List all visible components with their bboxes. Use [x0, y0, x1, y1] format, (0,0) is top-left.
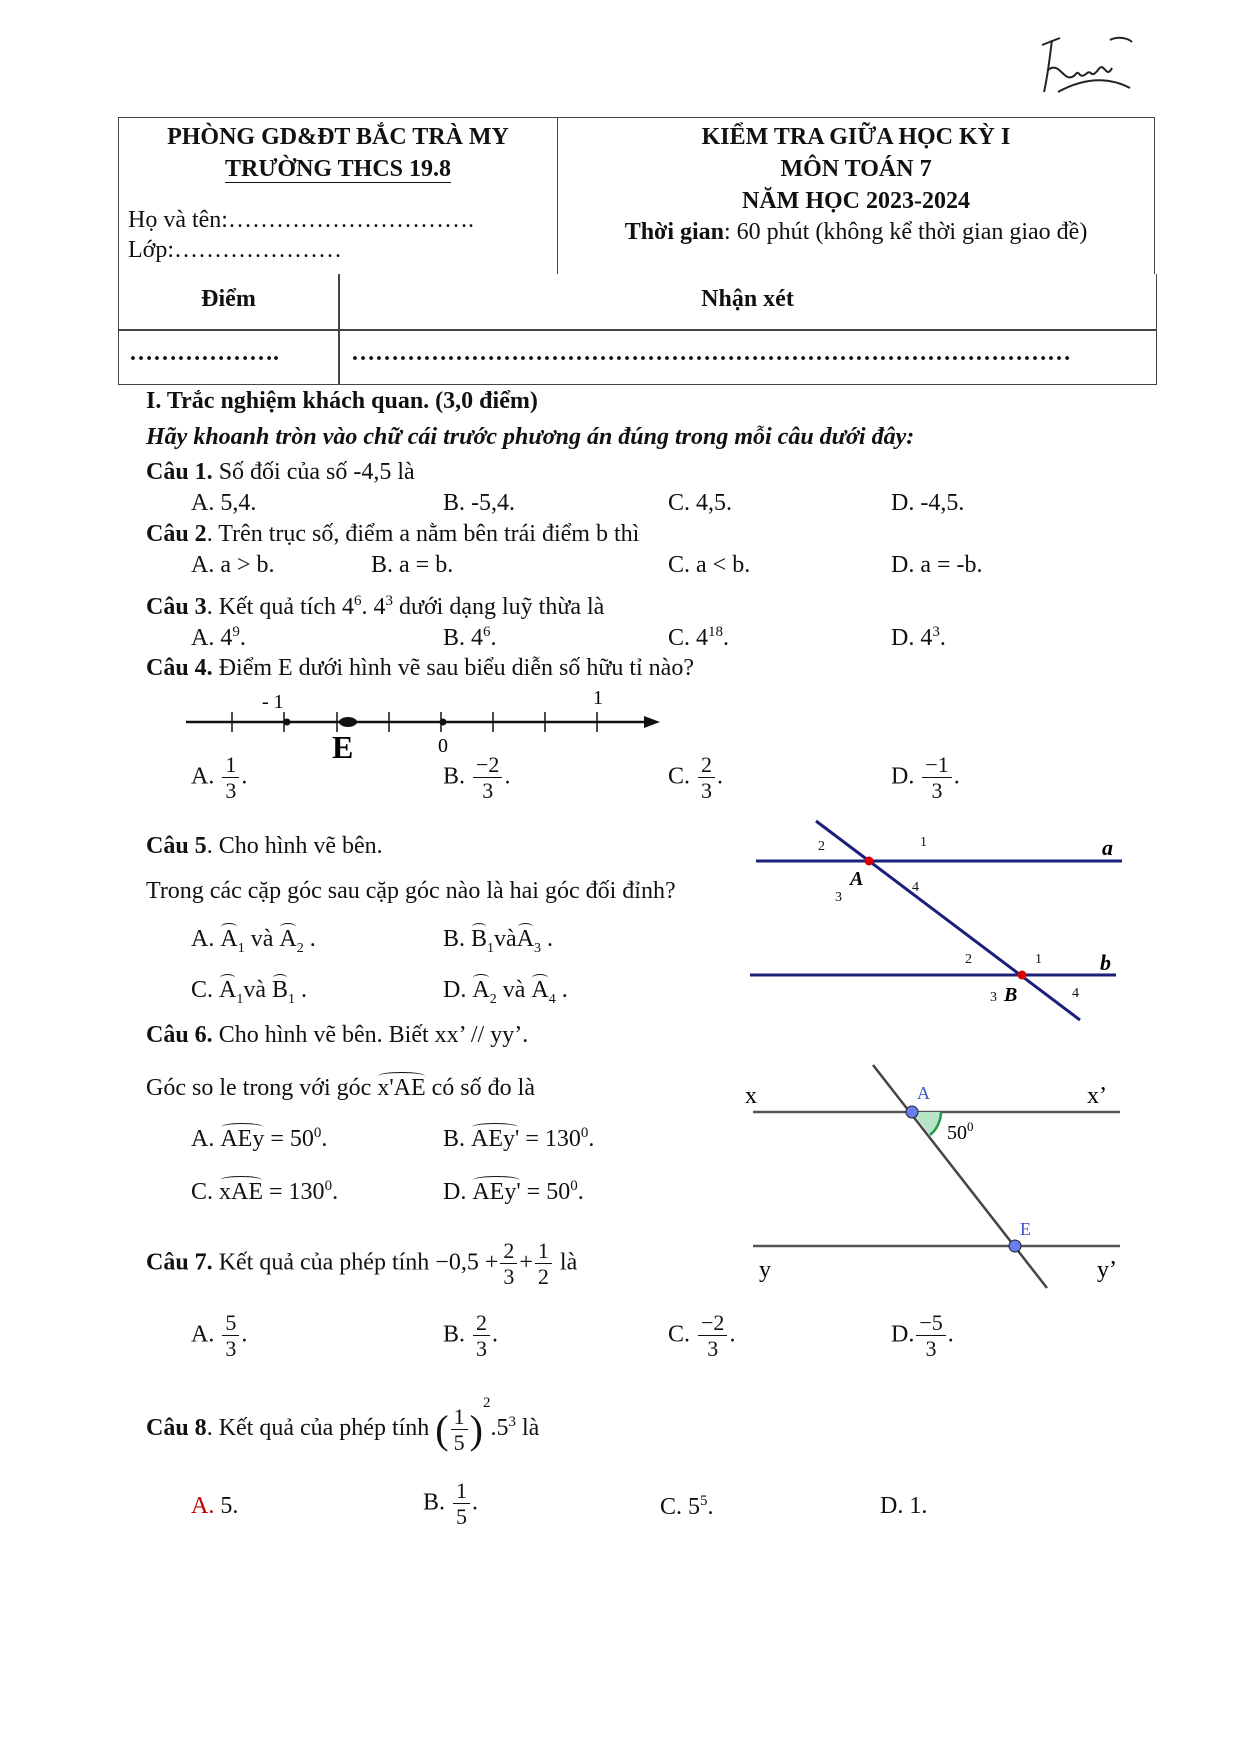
q7-option-b[interactable]: B. $\frac{2}{3}$ .: [443, 1310, 499, 1362]
parallel-lines-figure-q6: [735, 1055, 1135, 1295]
q6-option-c[interactable]: C. xAE = $130^0$.: [191, 1178, 339, 1205]
question-2: Câu 2. Trên trục số, điểm a nằm bên trái điểm b thì: [146, 521, 640, 547]
exam-info-cell: [558, 118, 1155, 275]
q2-option-a[interactable]: A. a > b.: [191, 552, 275, 578]
q4-option-d[interactable]: D. $\frac{-1}{3}$ .: [891, 752, 960, 804]
line-b-label: b: [1100, 950, 1111, 975]
question-3: Câu 3. Kết quả tích $4^6$. $4^3$ dưới dạng luỹ thừa là: [146, 593, 605, 620]
exam-subject: MÔN TOÁN 7: [780, 156, 932, 182]
q7-option-a[interactable]: A. $\frac{5}{3}$ .: [191, 1310, 248, 1362]
question-5: Câu 5. Cho hình vẽ bên.: [146, 833, 383, 859]
q3-option-c[interactable]: C. $4^{18}$.: [668, 624, 730, 651]
question-5-prompt: Trong các cặp góc sau cặp góc nào là hai góc đối đỉnh?: [146, 878, 676, 904]
ray-x-label: x: [745, 1083, 757, 1109]
q5-option-c[interactable]: C. $A_1và$ $B_1$ .: [191, 977, 308, 1007]
q3-option-a[interactable]: A. $4^9$.: [191, 624, 246, 651]
q5-option-b[interactable]: B. $B_1vàA_3$ .: [443, 926, 554, 956]
axis-label-minus-1: - 1: [262, 691, 284, 713]
q6-option-d[interactable]: D. $AEy' = 50^0$.: [443, 1178, 584, 1205]
exam-title: KIỂM TRA GIỮA HỌC KỲ I: [701, 124, 1011, 150]
ray-x-prime-label: x’: [1087, 1083, 1107, 1109]
svg-text:3: 3: [835, 890, 842, 905]
q2-option-b[interactable]: B. a = b.: [371, 552, 454, 578]
score-label: Điểm: [201, 286, 256, 312]
point-e-label: E: [1020, 1219, 1031, 1239]
q8-option-b[interactable]: B. $\frac{1}{5}$ .: [423, 1478, 479, 1530]
line-a-label: a: [1102, 835, 1113, 860]
school-name: TRƯỜNG THCS 19.8: [224, 156, 452, 182]
q7-option-d[interactable]: D. $\frac{-5}{3}$ .: [891, 1310, 954, 1362]
school-info-cell: [119, 118, 558, 275]
point-a-label: A: [917, 1083, 930, 1103]
q5-option-a[interactable]: A. $A_1$ và $A_2$ .: [191, 926, 316, 956]
svg-text:4: 4: [1072, 986, 1079, 1001]
question-8: Câu 8. Kết quả của phép tính ( $\frac{1}{5}$ )$^2.5^3$ là: [146, 1395, 540, 1455]
question-6-prompt: Góc so le trong với góc x'AE có số đo là: [146, 1075, 535, 1101]
q8-option-d[interactable]: D. 1.: [880, 1493, 928, 1519]
svg-text:4: 4: [912, 880, 919, 895]
point-e-label: E: [332, 729, 354, 765]
axis-label-0: 0: [438, 735, 448, 757]
number-line-figure: [180, 686, 670, 766]
q7-option-c[interactable]: C. $\frac{-2}{3}$ .: [668, 1310, 736, 1362]
q6-option-a[interactable]: A. AEy = $50^0$.: [191, 1125, 328, 1152]
score-dots: ……………….: [129, 340, 279, 366]
q6-option-b[interactable]: B. $AEy' = 130^0$.: [443, 1125, 595, 1152]
question-7: Câu 7. Kết quả của phép tính −0,5 + $\frac{2}{3}$ + $\frac{1}{2}$ là: [146, 1238, 578, 1290]
q8-option-c[interactable]: C. $5^5$.: [660, 1493, 714, 1520]
comment-dots: ………………………………………………………………………………: [351, 340, 1071, 366]
ray-y-prime-label: y’: [1097, 1257, 1117, 1283]
question-6: Câu 6. Cho hình vẽ bên. Biết xx’ // yy’.: [146, 1022, 529, 1048]
q2-option-c[interactable]: C. a < b.: [668, 552, 751, 578]
svg-text:2: 2: [818, 839, 825, 854]
q4-option-a[interactable]: A. $\frac{1}{3}$ .: [191, 752, 248, 804]
question-4: Câu 4. Điểm E dưới hình vẽ sau biểu diễn số hữu tỉ nào?: [146, 655, 694, 681]
class-field: Lớp:…………………: [128, 237, 343, 263]
ray-y-label: y: [759, 1257, 771, 1283]
svg-text:3: 3: [990, 990, 997, 1005]
signature-mark: [1020, 30, 1140, 100]
q5-option-d[interactable]: D. $A_2$ và $A_4$ .: [443, 977, 568, 1007]
school-year: NĂM HỌC 2023-2024: [742, 188, 970, 214]
q4-option-b[interactable]: B. $\frac{-2}{3}$ .: [443, 752, 511, 804]
comment-label: Nhận xét: [701, 286, 794, 312]
q2-option-d[interactable]: D. a = -b.: [891, 552, 983, 578]
angle-value-label: $50^0$: [947, 1119, 974, 1144]
svg-text:1: 1: [1035, 952, 1042, 967]
q1-option-c[interactable]: C. 4,5.: [668, 490, 733, 516]
q3-option-b[interactable]: B. $4^6$.: [443, 624, 497, 651]
parallel-lines-figure-q5: [750, 815, 1130, 1025]
q1-option-b[interactable]: B. -5,4.: [443, 490, 515, 516]
q4-option-c[interactable]: C. $\frac{2}{3}$ .: [668, 752, 724, 804]
question-1: Câu 1. Số đối của số -4,5 là: [146, 459, 415, 485]
student-name-field: Họ và tên:………………………….: [128, 207, 474, 233]
svg-text:2: 2: [965, 952, 972, 967]
score-comment-table: [118, 274, 1157, 385]
point-a-label: A: [850, 868, 864, 890]
svg-text:1: 1: [920, 835, 927, 850]
axis-label-1: 1: [593, 687, 603, 709]
point-b-label: B: [1004, 984, 1018, 1006]
section-instruction: Hãy khoanh tròn vào chữ cái trước phương án đúng trong mỗi câu dưới đây:: [146, 424, 915, 450]
department-name: PHÒNG GD&ĐT BẮC TRÀ MY: [167, 124, 509, 150]
section-title: I. Trắc nghiệm khách quan. (3,0 điểm): [146, 388, 538, 414]
q8-option-a[interactable]: A. 5.: [191, 1493, 239, 1519]
q3-option-d[interactable]: D. $4^3$.: [891, 624, 946, 651]
q1-option-a[interactable]: A. 5,4.: [191, 490, 257, 516]
exam-duration: Thời gian: 60 phút (không kể thời gian giao đề): [624, 219, 1088, 245]
q1-option-d[interactable]: D. -4,5.: [891, 490, 965, 516]
